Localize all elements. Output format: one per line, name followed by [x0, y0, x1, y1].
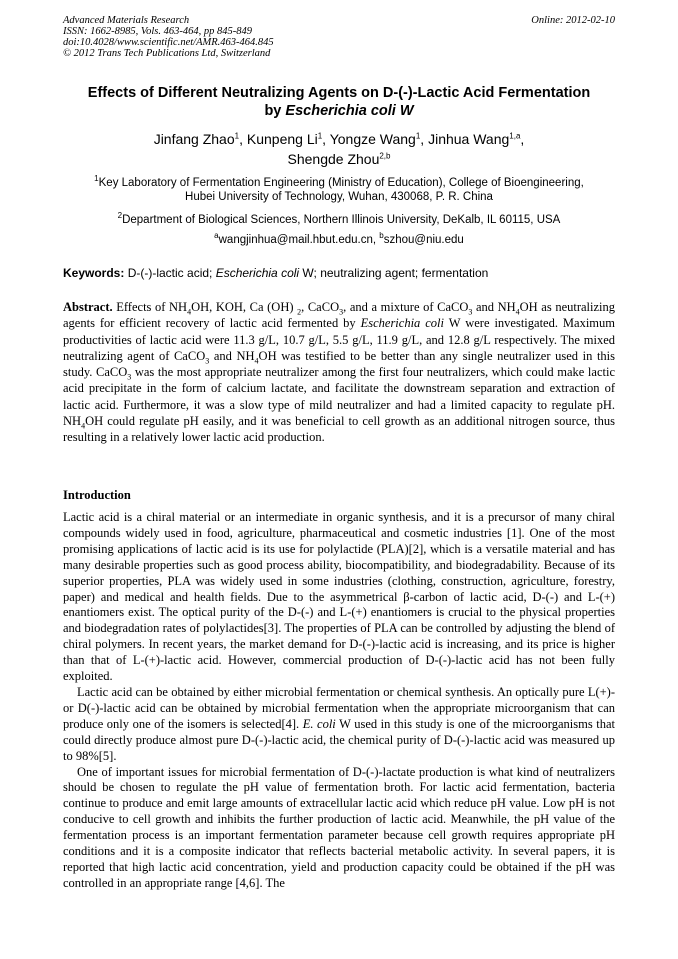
abstract-text: OH, KOH, Ca (OH)	[191, 300, 298, 314]
email-address[interactable]: wangjinhua@mail.hbut.edu.cn	[218, 234, 373, 246]
intro-paragraph-3: One of important issues for microbial fermentation of D-(-)-lactate production is what kind of neutralizers should be chosen to regulate the pH value of fermentation broth. For lactic acid fermentation, bacteria continue to produce and emit large amounts of extracellular lactic acid which reduce pH value. Low pH is not conducive to cell growth and inhibits the further production of lactic acid. Meanwhile, the pH value of the fermentation process is an important fermentation parameter because cell growth requires appropriate pH conditions and it is a composite indicator that reflects bacterial metabolic activity. In several papers, it is reported that high lactic acid concentration, yield and production capacity could be obtained if the pH was controlled in an appropriate range [4,6]. The	[63, 764, 615, 890]
keywords-organism: Escherichia coli	[215, 266, 300, 280]
author-affil-mark: 2,b	[379, 151, 391, 161]
affiliation-1-line-1	[40, 176, 638, 190]
title-line-2	[40, 102, 638, 120]
title-line-1: Effects of Different Neutralizing Agents on D-(-)-Lactic Acid Fermentation	[87, 85, 591, 101]
introduction-body	[63, 510, 615, 892]
author-name: Kunpeng Li	[246, 131, 318, 147]
paragraph-organism: E. coli	[302, 716, 336, 731]
issn-line: ISSN: 1662-8985, Vols. 463-464, pp 845-849	[63, 26, 252, 37]
author-affil-mark: 1	[317, 131, 323, 141]
affiliation-1-line-2: Hubei University of Technology, Wuhan, 430068, P. R. China	[185, 191, 493, 203]
author-sep: ,	[420, 131, 429, 147]
affiliation-mark: 2	[117, 211, 123, 221]
paragraph-text: Lactic acid can be obtained by either microbial fermentation or chemical synthesis. An optically pure L(+)- or D(-)-lactic acid can be obtained by microbial fermentation when the appropriate microorganism that can produce only one of the isomers is selected[4].	[63, 684, 615, 731]
email-address[interactable]: szhou@niu.edu	[383, 234, 464, 246]
keywords-text: D-(-)-lactic acid;	[124, 266, 216, 280]
author-sep: ,	[239, 131, 247, 147]
online-date: Online: 2012-02-10	[531, 15, 615, 26]
subscript: 4	[515, 307, 520, 317]
author-affil-mark: 1	[415, 131, 421, 141]
abstract-text: W were investigated. Maximum productivities of lactic acid were 11.3 g/L, 10.7 g/L, 5.5 g/L, 11.9 g/L, and 12.8 g/L respectively. The mixed neutralizing agent of CaCO	[63, 316, 615, 363]
abstract-text: and NH	[472, 300, 516, 314]
affiliation-text: Key Laboratory of Fermentation Engineering (Ministry of Education), College of Bioengineering,	[98, 177, 584, 189]
subscript: 4	[254, 356, 259, 366]
keywords-label: Keywords:	[63, 266, 125, 280]
abstract-text: was the most appropriate neutralizer among the first four neutralizers, which could make lactic acid precipitate in the form of calcium lactate, and facilitate the downstream separation and extraction of lactic acid. Furthermore, it was a slow type of mild neutralizer and had a limited capacity to regulate pH. NH	[63, 365, 615, 429]
subscript: 4	[81, 421, 86, 431]
affiliation-mark: 1	[94, 174, 99, 184]
abstract-organism: Escherichia coli	[360, 316, 444, 331]
subscript: 3	[127, 372, 132, 382]
abstract-text: OH as neutralizing agents for efficient recovery of lactic acid fermented by	[63, 300, 616, 331]
title-organism: Escherichia coli W	[285, 103, 414, 119]
author-name: Shengde Zhou	[287, 151, 380, 167]
affiliation-text: Department of Biological Sciences, Northern Illinois University, DeKalb, IL 60115, USA	[122, 214, 561, 226]
author-name: Yongze Wang	[329, 131, 416, 147]
author-name: Jinfang Zhao	[153, 131, 235, 147]
author-affil-mark: 1	[234, 131, 240, 141]
journal-name: Advanced Materials Research	[63, 15, 190, 26]
abstract-text: and NH	[209, 348, 255, 363]
subscript: 2	[297, 307, 302, 317]
title-by: by	[264, 103, 286, 119]
author-line-1	[40, 129, 638, 149]
keywords-line	[63, 266, 615, 280]
intro-paragraph-2	[63, 685, 615, 765]
author-list	[40, 129, 638, 169]
subscript: 3	[339, 307, 344, 317]
author-sep: ,	[520, 131, 525, 147]
doi-line: doi:10.4028/www.scientific.net/AMR.463-464.845	[63, 37, 274, 48]
subscript: 3	[468, 307, 473, 317]
copyright-line: © 2012 Trans Tech Publications Ltd, Switzerland	[63, 48, 271, 59]
affiliation-2	[40, 213, 638, 227]
abstract-text: Effects of NH	[112, 300, 188, 314]
journal-header	[63, 15, 274, 59]
abstract-text: OH was testified to be better than any single neutralizer used in this study. CaCO	[63, 348, 616, 380]
abstract-paragraph	[63, 299, 615, 446]
author-line-2	[40, 149, 638, 169]
email-line	[40, 233, 638, 247]
abstract-label: Abstract.	[63, 300, 113, 314]
abstract-text: , CaCO	[301, 300, 340, 314]
abstract-text: , and a mixture of CaCO	[343, 300, 469, 314]
subscript: 4	[187, 307, 192, 317]
email-sep: ,	[372, 234, 380, 246]
email-mark: b	[379, 231, 384, 241]
intro-paragraph-1: Lactic acid is a chiral material or an intermediate in organic synthesis, and it is a precursor of many chiral compounds widely used in food, agriculture, pharmaceutical and cosmetic industries [1]. One of the most promising applications of lactic acid is its use for polylactide (PLA)[2], which is a versatile material and has many desirable properties such as good process ability, biocompatibility, and biodegradability. Because of its superior properties, PLA was widely used in some industries (clothing, construction, agriculture, forestry, paper) and medical and health fields. Due to the asymmetrical β-carbon of lactic acid, D-(-) and L-(+) enantiomers exist. The optical purity of the D-(-) and L-(+) enantiomers is crucial to the physical properties and biodegradation rates of polylactides[3]. The properties of PLA can be controlled by adjusting the blend of chiral polymers. In recent years, the market demand for D-(-)-lactic acid is increasing, and its price is higher than that of L-(+)-lactic acid. However, commercial production of D-(-)-lactic acid has not been fully exploited.	[63, 510, 615, 684]
subscript: 3	[205, 356, 210, 366]
paper-title	[40, 84, 638, 120]
author-affil-mark: 1,a	[509, 131, 521, 141]
keywords-text: W; neutralizing agent; fermentation	[299, 266, 489, 280]
author-name: Jinhua Wang	[428, 131, 510, 147]
affiliation-1	[40, 176, 638, 204]
abstract-text: OH could regulate pH easily, and it was beneficial to cell growth as an additional nitrogen source, thus resulting in a relatively lower lactic acid production.	[63, 414, 615, 445]
paragraph-text: W used in this study is one of the microorganisms that could directly produce almost pure D-(-)-lactic acid, the chemical purity of D-(-)-lactic acid was measured up to 98%[5].	[63, 716, 615, 763]
author-sep: ,	[322, 131, 330, 147]
email-mark: a	[214, 231, 219, 241]
introduction-heading: Introduction	[63, 488, 131, 502]
